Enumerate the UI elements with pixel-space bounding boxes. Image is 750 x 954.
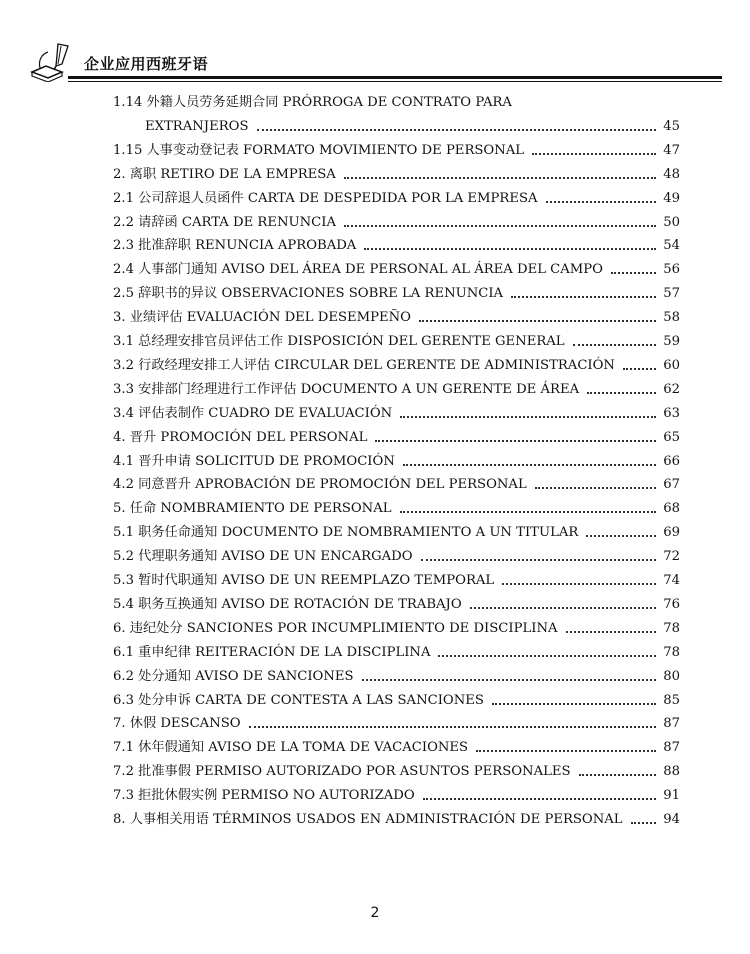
- toc-entry-title: 6. 违纪处分 SANCIONES POR INCUMPLIMIENTO DE DISCIPLINA: [113, 620, 558, 636]
- toc-entry[interactable]: [113, 781, 680, 805]
- toc-dot-leader: [362, 678, 656, 681]
- toc-dot-leader: [476, 749, 656, 752]
- toc-entry[interactable]: [113, 279, 680, 303]
- toc-dot-leader: [421, 558, 656, 561]
- toc-entry-title: 3.3 安排部门经理进行工作评估 DOCUMENTO A UN GERENTE DE ÁREA: [113, 381, 580, 397]
- toc-entry-title: 2.3 批准辞职 RENUNCIA APROBADA: [113, 238, 357, 254]
- toc-entry[interactable]: [113, 590, 680, 614]
- toc-entry-title: 7.1 休年假通知 AVISO DE LA TOMA DE VACACIONES: [113, 740, 469, 756]
- toc-dot-leader: [611, 271, 656, 274]
- toc-dot-leader: [532, 152, 656, 155]
- toc-entry-title: 5.4 职务互换通知 AVISO DE ROTACIÓN DE TRABAJO: [113, 596, 462, 612]
- toc-entry-title: 6.1 重申纪律 REITERACIÓN DE LA DISCIPLINA: [113, 644, 431, 660]
- toc-page-number: 74: [663, 573, 680, 588]
- toc-entry-title: 3.4 评估表制作 CUADRO DE EVALUACIÓN: [113, 405, 393, 421]
- toc-dot-leader: [546, 200, 656, 203]
- toc-page-number: 87: [663, 716, 680, 732]
- toc-dot-leader: [423, 797, 656, 800]
- toc-page-number: 68: [663, 501, 680, 517]
- toc-entry-title: EXTRANJEROS: [145, 118, 249, 134]
- toc-entry[interactable]: [113, 375, 680, 399]
- toc-dot-leader: [579, 773, 656, 776]
- toc-entry[interactable]: [113, 327, 680, 351]
- toc-entry[interactable]: [113, 494, 680, 518]
- toc-page-number: 88: [663, 764, 680, 780]
- toc-page-number: 87: [663, 740, 680, 756]
- toc-dot-leader: [535, 486, 656, 489]
- toc-entry-title: 2.1 公司辞退人员函件 CARTA DE DESPEDIDA POR LA EMPRESA: [113, 190, 538, 206]
- toc-dot-leader: [364, 247, 656, 250]
- toc-page-number: 60: [663, 357, 680, 373]
- toc-entry-title: 5.3 暂时代职通知 AVISO DE UN REEMPLAZO TEMPORAL: [113, 573, 495, 588]
- toc-entry[interactable]: [113, 255, 680, 279]
- toc-entry-title: 4.2 同意晋升 APROBACIÓN DE PROMOCIÓN DEL PERSONAL: [113, 477, 527, 493]
- toc-page-number: 49: [663, 190, 680, 206]
- toc-dot-leader: [470, 606, 656, 609]
- toc-entry[interactable]: [113, 686, 680, 710]
- toc-entry[interactable]: [113, 423, 680, 447]
- toc-dot-leader: [586, 534, 656, 537]
- toc-entry[interactable]: [113, 542, 680, 566]
- toc-entry-title: 2.4 人事部门通知 AVISO DEL ÁREA DE PERSONAL AL ÁREA DEL CAMPO: [113, 262, 603, 278]
- toc-entry-title: 7. 休假 DESCANSO: [113, 716, 241, 732]
- toc-dot-leader: [511, 295, 656, 298]
- toc-dot-leader: [631, 821, 656, 824]
- toc-page-number: 47: [663, 142, 680, 158]
- toc-dot-leader: [419, 319, 656, 322]
- toc-dot-leader: [566, 630, 656, 633]
- toc-page-number: 62: [663, 381, 680, 397]
- toc-page-number: 57: [663, 286, 680, 302]
- toc-dot-leader: [403, 463, 656, 466]
- toc-entry-title: 6.2 处分通知 AVISO DE SANCIONES: [113, 668, 354, 684]
- toc-entry-title: 3. 业绩评估 EVALUACIÓN DEL DESEMPEÑO: [113, 310, 411, 326]
- toc-page-number: 67: [663, 477, 680, 493]
- toc-entry[interactable]: [113, 447, 680, 471]
- toc-dot-leader: [344, 176, 656, 179]
- toc-entry-title: 7.3 拒批休假实例 PERMISO NO AUTORIZADO: [113, 788, 415, 804]
- toc-entry-title: 5.2 代理职务通知 AVISO DE UN ENCARGADO: [113, 549, 413, 565]
- toc-entry-title: 4.1 晋升申请 SOLICITUD DE PROMOCIÓN: [113, 453, 395, 469]
- toc-page-number: 59: [663, 334, 680, 349]
- toc-entry[interactable]: [113, 136, 680, 160]
- toc-page-number: 80: [663, 668, 680, 684]
- toc-page-number: 56: [663, 262, 680, 278]
- toc-dot-leader: [587, 391, 656, 394]
- toc-entry[interactable]: [113, 518, 680, 542]
- toc-entry[interactable]: [113, 805, 680, 829]
- toc-entry-title: 5.1 职务任命通知 DOCUMENTO DE NOMBRAMIENTO A UN TITULAR: [113, 525, 579, 541]
- toc-entry-title: 3.2 行政经理安排工人评估 CIRCULAR DEL GERENTE DE ADMINISTRACIÓN: [113, 357, 615, 373]
- toc-page-number: 63: [663, 405, 680, 421]
- toc-dot-leader: [438, 654, 656, 657]
- toc-dot-leader: [573, 343, 656, 346]
- toc-entry-title: 1.14 外籍人员劳务延期合同 PRÓRROGA DE CONTRATO PARA: [113, 95, 512, 110]
- toc-dot-leader: [249, 725, 656, 728]
- toc-entry[interactable]: [145, 112, 680, 136]
- toc-page-number: 78: [663, 620, 680, 636]
- toc-page-number: 65: [663, 429, 680, 445]
- toc-entry[interactable]: [113, 303, 680, 327]
- toc-dot-leader: [400, 415, 656, 418]
- toc-dot-leader: [492, 702, 656, 705]
- toc-dot-leader: [375, 439, 656, 442]
- toc-page-number: 76: [663, 596, 680, 612]
- toc-entry[interactable]: [113, 88, 680, 112]
- toc-entry[interactable]: [113, 709, 680, 733]
- toc-entry[interactable]: [113, 662, 680, 686]
- header-title: 企业应用西班牙语: [84, 55, 209, 73]
- toc-entry-title: 2.5 辞职书的异议 OBSERVACIONES SOBRE LA RENUNCIA: [113, 286, 504, 302]
- toc-entry[interactable]: [113, 566, 680, 590]
- toc-dot-leader: [344, 224, 656, 227]
- toc-page-number: 58: [663, 310, 680, 326]
- toc-entry[interactable]: [113, 733, 680, 757]
- toc-dot-leader: [400, 510, 656, 513]
- toc-entry[interactable]: [113, 470, 680, 494]
- toc-page-number: 72: [663, 549, 680, 565]
- toc-entry[interactable]: [113, 351, 680, 375]
- toc-page-number: 48: [663, 166, 680, 182]
- toc-page-number: 69: [663, 525, 680, 541]
- toc-entry-title: 2. 离职 RETIRO DE LA EMPRESA: [113, 166, 336, 182]
- toc-page-number: 66: [663, 453, 680, 469]
- toc-dot-leader: [502, 582, 656, 585]
- toc-page-number: 45: [663, 118, 680, 134]
- toc-entry[interactable]: [113, 399, 680, 423]
- running-header: [28, 42, 722, 82]
- header-rule-thin: [68, 81, 722, 82]
- toc-entry-title: 1.15 人事变动登记表 FORMATO MOVIMIENTO DE PERSONAL: [113, 142, 525, 158]
- header-rule-thick: [68, 76, 722, 79]
- toc-entry-title: 4. 晋升 PROMOCIÓN DEL PERSONAL: [113, 429, 368, 445]
- toc-entry[interactable]: [113, 160, 680, 184]
- page-number: 2: [370, 905, 380, 921]
- toc-page-number: 85: [663, 692, 680, 708]
- toc-page-number: 50: [663, 214, 680, 230]
- toc-entry-title: 6.3 处分申诉 CARTA DE CONTESTA A LAS SANCIONES: [113, 692, 484, 708]
- toc-entry[interactable]: [113, 757, 680, 781]
- toc-entry-title: 5. 任命 NOMBRAMIENTO DE PERSONAL: [113, 501, 392, 517]
- toc-page-number: 78: [663, 644, 680, 660]
- toc-entry[interactable]: [113, 184, 680, 208]
- toc-entry-title: 8. 人事相关用语 TÉRMINOS USADOS EN ADMINISTRACIÓN DE PERSONAL: [113, 812, 623, 827]
- toc-entry-title: 7.2 批准事假 PERMISO AUTORIZADO POR ASUNTOS PERSONALES: [113, 764, 571, 780]
- toc-entry-title: 3.1 总经理安排官员评估工作 DISPOSICIÓN DEL GERENTE GENERAL: [113, 334, 565, 349]
- toc-page-number: 54: [663, 238, 680, 254]
- toc-page-number: 91: [663, 788, 680, 804]
- toc-dot-leader: [623, 367, 656, 370]
- toc-entry-title: 2.2 请辞函 CARTA DE RENUNCIA: [113, 214, 336, 230]
- toc-entry[interactable]: [113, 614, 680, 638]
- toc-entry[interactable]: [113, 208, 680, 232]
- toc-dot-leader: [257, 128, 657, 131]
- toc-page-number: 94: [663, 812, 680, 827]
- toc-entry[interactable]: [113, 231, 680, 255]
- toc-entry[interactable]: [113, 638, 680, 662]
